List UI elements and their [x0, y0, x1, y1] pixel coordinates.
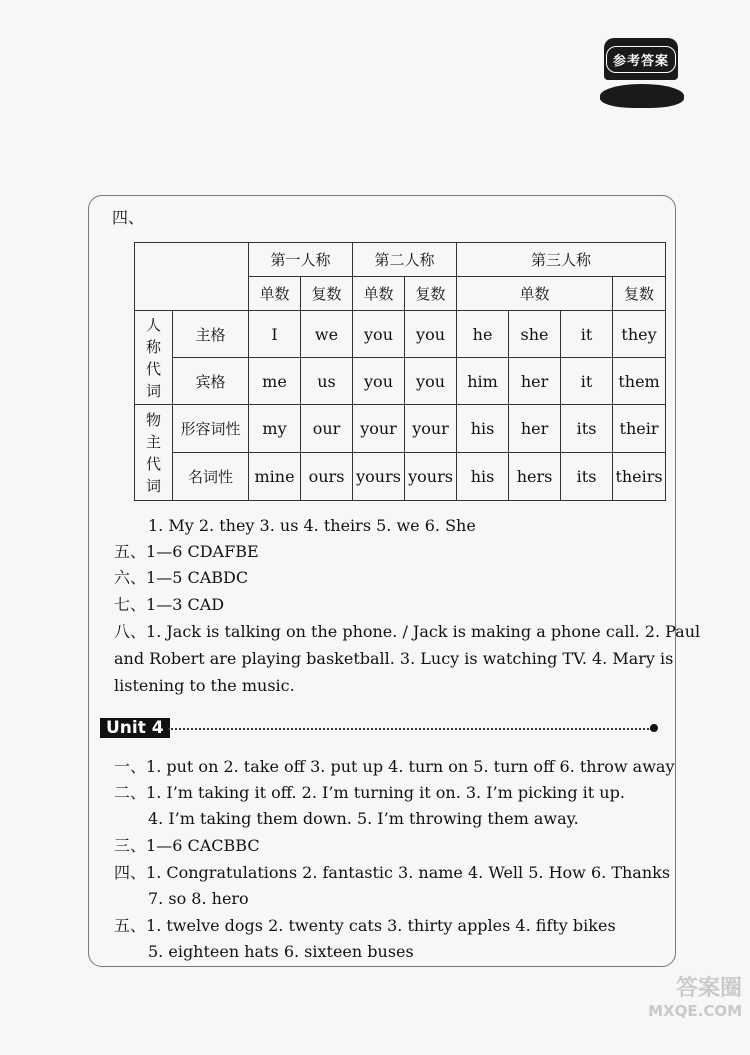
- unit4-q5-line2: 5. eighteen hats 6. sixteen buses: [148, 942, 414, 961]
- table-cell: mine: [249, 453, 301, 501]
- table-cell: it: [561, 311, 613, 358]
- row-group-personal: 人 称 代 词: [135, 311, 173, 405]
- table-cell: her: [509, 358, 561, 405]
- unit4-q5-line1: [114, 916, 616, 936]
- section5-label: 五、: [114, 542, 147, 561]
- unit4-q4-line2: 7. so 8. hero: [148, 889, 249, 908]
- table-cell: you: [405, 311, 457, 358]
- table-row: [135, 405, 666, 453]
- section7-answer: [114, 595, 224, 615]
- badge-box: [604, 38, 678, 80]
- table-cell: she: [509, 311, 561, 358]
- unit4-q2-line1: [114, 783, 625, 803]
- header-singular: 单数: [249, 277, 301, 311]
- table-cell: his: [457, 405, 509, 453]
- unit4-q3-label: 三、: [114, 836, 147, 855]
- table-cell: ours: [301, 453, 353, 501]
- row-label: 宾格: [173, 358, 249, 405]
- unit4-q2-label: 二、: [114, 783, 147, 802]
- table-row: [135, 453, 666, 501]
- row-group-possessive: 物 主 代 词: [135, 405, 173, 501]
- table-row: [135, 311, 666, 358]
- badge-base: [600, 84, 684, 108]
- header-singular: 单数: [353, 277, 405, 311]
- unit4-title: Unit 4: [100, 718, 170, 738]
- unit4-q3-text: 1—6 CACBBC: [146, 836, 260, 855]
- watermark-title: 答案圈: [675, 976, 742, 1001]
- unit4-q3: [114, 836, 260, 856]
- unit4-q1: [114, 757, 674, 777]
- section6-label: 六、: [114, 568, 147, 587]
- table-row: [135, 358, 666, 405]
- table-cell: your: [405, 405, 457, 453]
- table-cell: their: [613, 405, 666, 453]
- section8-text-line1: 1. Jack is talking on the phone. / Jack is making a phone call. 2. Paul: [146, 622, 701, 641]
- corner-cell: [135, 243, 249, 311]
- unit4-q2-line2: 4. I’m taking them down. 5. I’m throwing them away.: [148, 809, 579, 828]
- section5-text: 1—6 CDAFBE: [146, 542, 259, 561]
- unit4-q4-line1: [114, 863, 670, 883]
- table-cell: them: [613, 358, 666, 405]
- table-cell: yours: [405, 453, 457, 501]
- table-cell: yours: [353, 453, 405, 501]
- section4-fill-answers: 1. My 2. they 3. us 4. theirs 5. we 6. She: [148, 516, 476, 535]
- section7-text: 1—3 CAD: [146, 595, 225, 614]
- section8-line2: and Robert are playing basketball. 3. Lucy is watching TV. 4. Mary is: [114, 649, 674, 668]
- table-cell: theirs: [613, 453, 666, 501]
- table-cell: my: [249, 405, 301, 453]
- table-cell: its: [561, 453, 613, 501]
- section4-heading: 四、: [112, 208, 145, 227]
- unit4-q5-label: 五、: [114, 916, 147, 935]
- table-cell: our: [301, 405, 353, 453]
- unit4-q4-label: 四、: [114, 863, 147, 882]
- section8-line3: listening to the music.: [114, 676, 295, 695]
- table-cell: her: [509, 405, 561, 453]
- table-cell: they: [613, 311, 666, 358]
- table-cell: it: [561, 358, 613, 405]
- section8-label: 八、: [114, 622, 147, 641]
- unit4-q1-text: 1. put on 2. take off 3. put up 4. turn on 5. turn off 6. throw away: [146, 757, 675, 776]
- table-cell: its: [561, 405, 613, 453]
- row-label: 主格: [173, 311, 249, 358]
- pronoun-table: [134, 242, 666, 501]
- unit4-rule-end-dot: [650, 724, 658, 732]
- unit4-q2-text-line1: 1. I’m taking it off. 2. I’m turning it on. 3. I’m picking it up.: [146, 783, 625, 802]
- watermark-url: MXQE.COM: [648, 1002, 742, 1020]
- section6-text: 1—5 CABDC: [146, 568, 249, 587]
- badge-label: 参考答案: [606, 46, 676, 73]
- table-cell: him: [457, 358, 509, 405]
- table-header-row: [135, 243, 666, 277]
- unit4-q5-text-line1: 1. twelve dogs 2. twenty cats 3. thirty apples 4. fifty bikes: [146, 916, 616, 935]
- row-label: 名词性: [173, 453, 249, 501]
- unit4-q1-label: 一、: [114, 757, 147, 776]
- table-cell: his: [457, 453, 509, 501]
- table-cell: me: [249, 358, 301, 405]
- table-cell: us: [301, 358, 353, 405]
- site-watermark: [618, 978, 742, 1026]
- header-singular: 单数: [457, 277, 613, 311]
- table-cell: you: [405, 358, 457, 405]
- table-cell: you: [353, 311, 405, 358]
- row-label: 形容词性: [173, 405, 249, 453]
- table-cell: he: [457, 311, 509, 358]
- table-cell: you: [353, 358, 405, 405]
- unit4-dotted-rule: [168, 728, 652, 730]
- header-plural: 复数: [405, 277, 457, 311]
- header-third-person: 第三人称: [457, 243, 666, 277]
- section5-answer: [114, 542, 259, 562]
- table-cell: your: [353, 405, 405, 453]
- table-cell: we: [301, 311, 353, 358]
- unit4-q4-text-line1: 1. Congratulations 2. fantastic 3. name 4. Well 5. How 6. Thanks: [146, 863, 671, 882]
- section8-line1: [114, 622, 700, 642]
- section7-label: 七、: [114, 595, 147, 614]
- answer-key-badge: [596, 26, 688, 110]
- table-cell: hers: [509, 453, 561, 501]
- header-plural: 复数: [613, 277, 666, 311]
- header-second-person: 第二人称: [353, 243, 457, 277]
- header-first-person: 第一人称: [249, 243, 353, 277]
- table-cell: I: [249, 311, 301, 358]
- header-plural: 复数: [301, 277, 353, 311]
- section6-answer: [114, 568, 248, 588]
